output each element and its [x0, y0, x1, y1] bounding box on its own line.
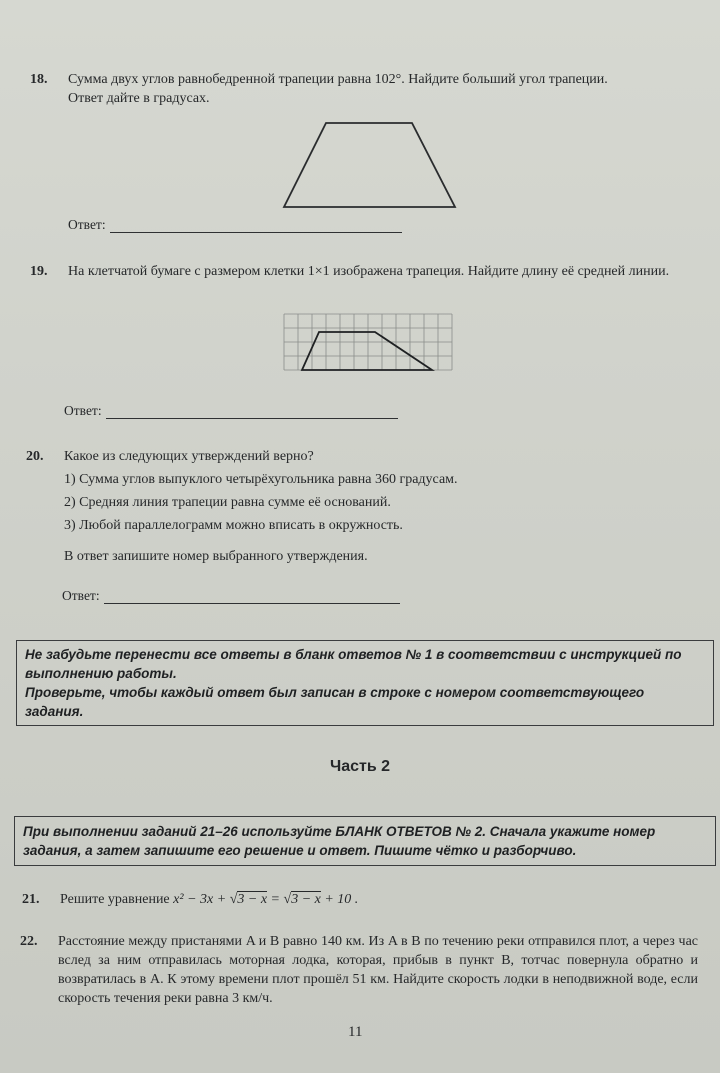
task-number: 22. [20, 934, 38, 949]
sqrt-sign-icon: √ [229, 892, 238, 907]
grid-trapezoid-figure [282, 312, 462, 382]
part-2-instruction-box: При выполнении заданий 21–26 используйте БЛАНК ОТВЕТОВ № 2. Сначала укажите номер задания, а затем запишите его решение и ответ. Пишите чётко и разборчиво. [14, 816, 716, 866]
task-text-2: Ответ дайте в градусах. [68, 91, 210, 106]
answer-label: Ответ: [68, 217, 106, 232]
task-instruction: В ответ запишите номер выбранного утверждения. [64, 549, 368, 564]
task-22 [20, 932, 698, 1008]
answer-20 [62, 588, 400, 604]
answer-line[interactable] [110, 218, 402, 233]
task-21 [22, 890, 710, 909]
answer-label: Ответ: [62, 588, 100, 603]
notice-line-1: Не забудьте перенести все ответы в бланк ответов № 1 в соответствии с инструкцией по выполнению работы. [25, 647, 682, 681]
task-text: Сумма двух углов равнобедренной трапеции равна 102°. Найдите больший угол трапеции. [68, 72, 608, 87]
option-3: 3) Любой параллелограмм можно вписать в окружность. [64, 518, 403, 533]
radicand-1: 3 − x [237, 892, 268, 907]
sqrt-sign-icon: √ [283, 892, 292, 907]
task-text: Какое из следующих утверждений верно? [64, 449, 314, 464]
task-text: На клетчатой бумаге с размером клетки 1×1 изображена трапеция. Найдите длину её средней линии. [68, 264, 670, 279]
task-number: 19. [30, 264, 48, 279]
equation-right: + 10 . [320, 892, 359, 907]
task-number: 20. [26, 449, 44, 464]
option-1: 1) Сумма углов выпуклого четырёхугольника равна 360 градусам. [64, 472, 458, 487]
notice-box [16, 640, 714, 726]
trapezoid-figure [0, 0, 720, 240]
task-19 [30, 262, 710, 281]
task-20 [26, 447, 710, 566]
answer-label: Ответ: [64, 403, 102, 418]
equation [173, 891, 358, 907]
task-text: Решите уравнение [60, 892, 170, 907]
task-number: 21. [22, 892, 40, 907]
answer-19 [64, 403, 398, 419]
option-2: 2) Средняя линия трапеции равна сумме её оснований. [64, 495, 391, 510]
part-2-heading: Часть 2 [329, 758, 391, 775]
page-number: 11 [348, 1024, 363, 1040]
task-number: 18. [30, 72, 48, 87]
answer-18 [68, 217, 402, 233]
answer-line[interactable] [104, 589, 400, 604]
equation-left: x² − 3x + [173, 892, 230, 907]
notice-line-2: Проверьте, чтобы каждый ответ был записан в строке с номером соответствующего задания. [25, 685, 645, 719]
radicand-2: 3 − x [291, 892, 321, 907]
answer-line[interactable] [106, 404, 398, 419]
equals-sign: = [267, 892, 284, 907]
task-text: Расстояние между пристанями A и B равно 140 км. Из A в B по течению реки отправился плот, а через час вслед за ним отправилась моторная лодка, которая, прибыв в пункт B, тотчас повернула обратно и возвратилась в A. К этому времени плот прошёл 51 км. Найдите скорость лодки в неподвижной воде, если скорость течения реки равна 3 км/ч. [58, 934, 698, 1006]
